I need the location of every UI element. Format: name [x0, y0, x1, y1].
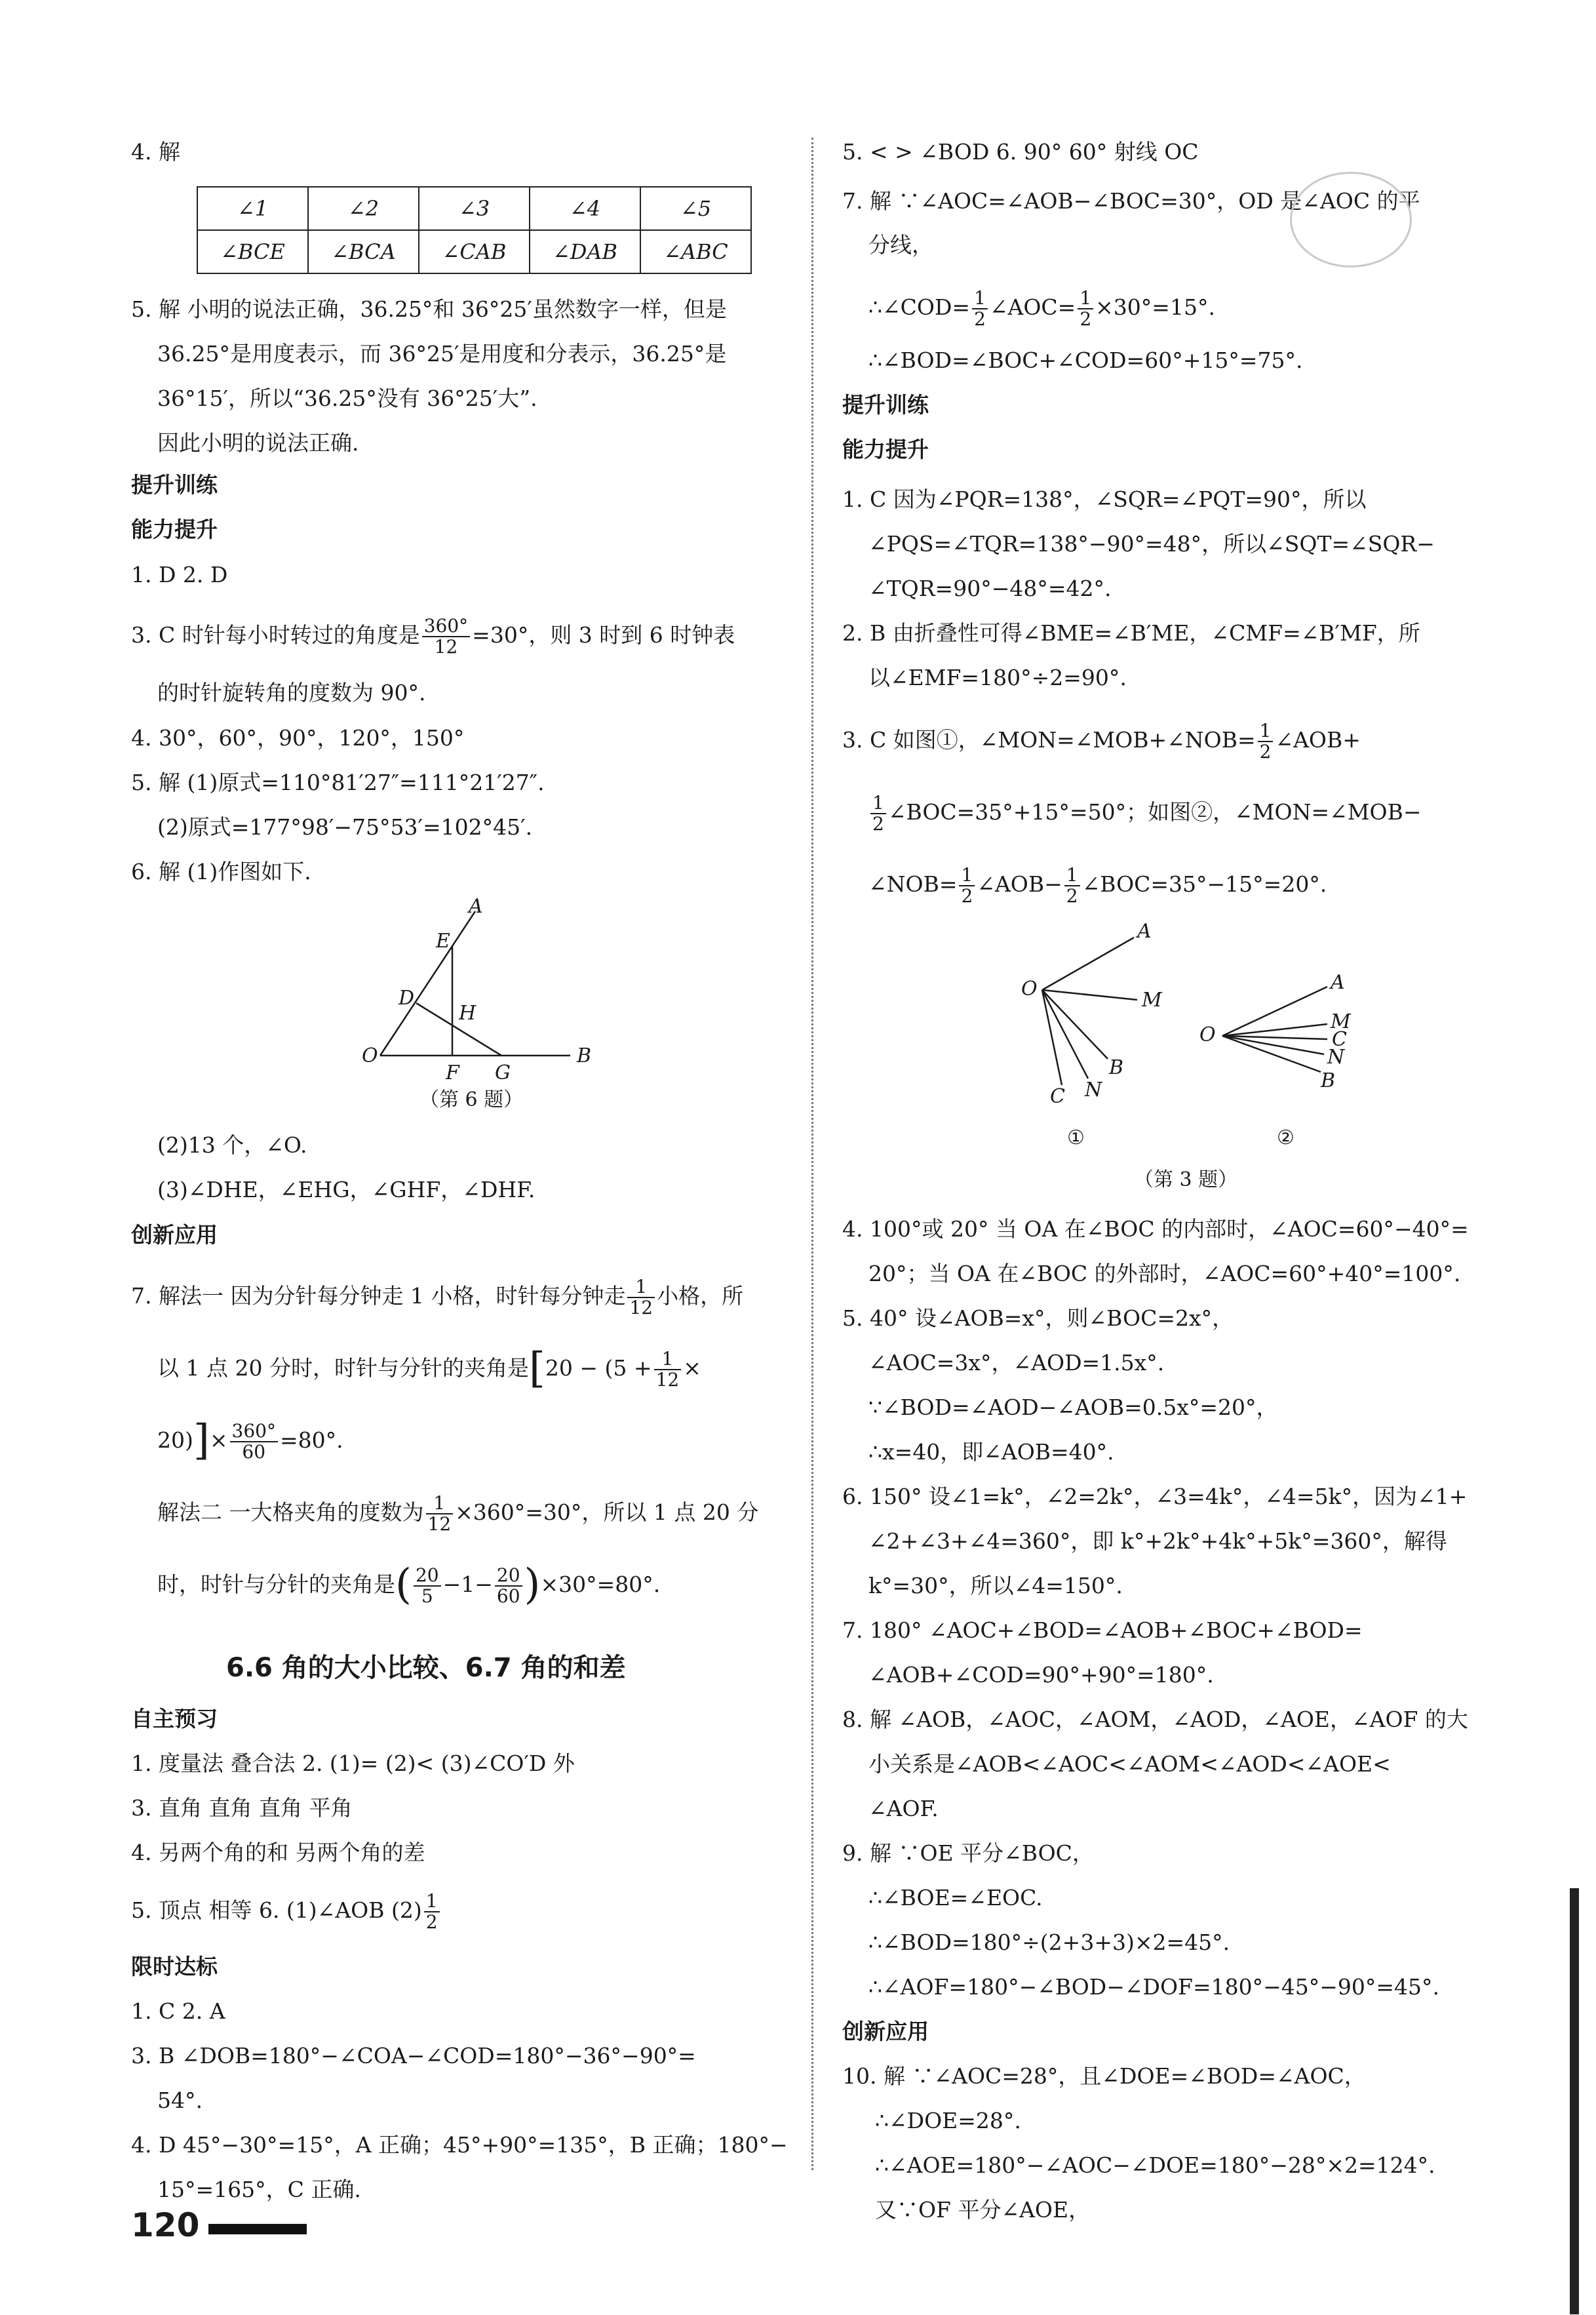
figure-q3-1 — [996, 918, 1193, 1115]
n7-line2: ∠AOB+∠COD=90°+90°=180°. — [868, 1662, 1214, 1688]
n10-line1: 10. 解 ∵∠AOC=28°，且∠DOE=∠BOD=∠AOC， — [842, 2063, 1366, 2089]
label-A: A — [469, 898, 483, 918]
n5-line3: ∵∠BOD=∠AOD−∠AOB=0.5x°=20°， — [868, 1395, 1278, 1420]
q5-line3: 36°15′，所以“36.25°没有 36°25′大”. — [157, 386, 537, 411]
table-row — [197, 230, 751, 273]
r5: 5. < > ∠BOD 6. 90° 60° 射线 OC — [842, 139, 1199, 165]
q7-line1: 7. 解法一 因为分针每分钟走 1 小格，时针每分钟走 $\frac{1}{12}$ 小格，所 — [131, 1276, 744, 1318]
limit-3-line2: 54°. — [157, 2087, 203, 2113]
n6-line2: ∠2+∠3+∠4=360°，即 k°+2k°+4k°+5k°=360°，解得 — [868, 1528, 1447, 1554]
q5-line2: 36.25°是用度表示，而 36°25′是用度和分表示，36.25°是 — [157, 341, 727, 366]
n2-line2: 以∠EMF=180°÷2=90°. — [868, 665, 1127, 690]
ray-OB — [1042, 990, 1108, 1059]
table-cell: ∠ABC — [640, 230, 751, 273]
n2-line1: 2. B 由折叠性可得∠BME=∠B′ME，∠CMF=∠B′MF，所 — [842, 620, 1420, 646]
label-O: O — [362, 1044, 378, 1067]
heading-xianshi: 限时达标 — [131, 1954, 218, 1979]
n8-line1: 8. 解 ∠AOB，∠AOC，∠AOM，∠AOD，∠AOE，∠AOF 的大 — [842, 1707, 1468, 1732]
n9-line3: ∴∠BOD=180°÷(2+3+3)×2=45°. — [868, 1929, 1230, 1955]
n5-line1: 5. 40° 设∠AOB=x°，则∠BOC=2x°， — [842, 1305, 1234, 1331]
watermark-stamp — [1290, 172, 1412, 267]
limit-3-line1: 3. B ∠DOB=180°−∠COA−∠COD=180°−36°−90°= — [131, 2043, 696, 2068]
table-cell: ∠2 — [308, 187, 419, 230]
limit-4-line2: 15°=165°，C 正确. — [157, 2177, 361, 2202]
n9-line2: ∴∠BOE=∠EOC. — [868, 1885, 1043, 1910]
right-column — [813, 0, 1596, 2315]
r7-line4: ∴∠BOD=∠BOC+∠COD=60°+15°=75°. — [868, 347, 1303, 373]
q4-head: 4. 解 — [131, 139, 180, 165]
label-D: D — [399, 987, 415, 1010]
q7-line2: 以 1 点 20 分时，时针与分针的夹角是[20 − (5 + $\frac{1}{12}$ × — [157, 1344, 701, 1393]
table-cell: ∠BCE — [197, 230, 308, 273]
figure-q3-num2: ② — [1277, 1126, 1294, 1149]
section-title: 6.6 角的大小比较、6.7 角的和差 — [226, 1653, 626, 1683]
label-C: C — [1332, 1028, 1347, 1051]
label-O: O — [1199, 1023, 1216, 1046]
label-B: B — [1109, 1056, 1124, 1079]
answers-1-2: 1. D 2. D — [131, 562, 228, 587]
n3-line2: $\frac{1}{2}$ ∠BOC=35°+15°=50°；如图②，∠MON=∠MOB− — [868, 793, 1421, 834]
heading-zizhu: 自主预习 — [131, 1706, 218, 1731]
ray-OC — [1042, 990, 1062, 1085]
n4-line2: 20°；当 OA 在∠BOC 的外部时，∠AOC=60°+40°=100°. — [868, 1261, 1461, 1286]
n1-line3: ∠TQR=90°−48°=42°. — [868, 576, 1112, 601]
q4b: 4. 30°，60°，90°，120°，150° — [131, 725, 465, 751]
n8-line3: ∠AOF. — [868, 1796, 939, 1821]
angle-table — [197, 186, 752, 274]
n10-line3: ∴∠AOE=180°−∠AOC−∠DOE=180°−28°×2=124°. — [875, 2152, 1435, 2178]
label-G: G — [495, 1061, 511, 1082]
pre-3: 3. 直角 直角 直角 平角 — [131, 1795, 353, 1821]
n9-line4: ∴∠AOF=180°−∠BOD−∠DOF=180°−45°−90°=45°. — [868, 1974, 1440, 2000]
pre-5-6: 5. 顶点 相等 6. (1)∠AOB (2) $\frac{1}{2}$ — [131, 1891, 442, 1932]
q3-line2: 的时针旋转角的度数为 90°. — [157, 680, 426, 705]
n5-line2: ∠AOC=3x°，∠AOD=1.5x°. — [868, 1350, 1165, 1375]
heading-nengli: 能力提升 — [131, 517, 218, 542]
n9-line1: 9. 解 ∵OE 平分∠BOC， — [842, 1840, 1094, 1866]
heading-chuangxin: 创新应用 — [131, 1222, 218, 1248]
label-A: A — [1137, 920, 1152, 943]
q5-line1: 5. 解 小明的说法正确，36.25°和 36°25′虽然数字一样，但是 — [131, 296, 727, 322]
table-cell: ∠DAB — [530, 230, 640, 273]
pre-1-2: 1. 度量法 叠合法 2. (1)= (2)< (3)∠CO′D 外 — [131, 1751, 575, 1776]
scan-edge-shadow — [1570, 1888, 1579, 2314]
pre-4: 4. 另两个角的和 另两个角的差 — [131, 1840, 425, 1865]
page-number-bar — [208, 2224, 307, 2234]
r7-line3: ∴∠COD= $\frac{1}{2}$ ∠AOC= $\frac{1}{2}$ ×30°=15°. — [868, 287, 1215, 330]
figure-q6-caption: （第 6 题） — [419, 1088, 524, 1111]
r7-line1: 7. 解 ∵∠AOC=∠AOB−∠BOC=30°，OD 是∠AOC 的平 — [842, 188, 1420, 214]
q6-line3: (3)∠DHE，∠EHG，∠GHF，∠DHF. — [157, 1177, 535, 1202]
limit-1-2: 1. C 2. A — [131, 1998, 225, 2024]
figure-q6 — [354, 898, 603, 1082]
n10-line4: 又∵OF 平分∠AOE， — [875, 2197, 1091, 2223]
ray-ON — [1042, 990, 1088, 1078]
label-O: O — [1021, 978, 1038, 1000]
n1-line1: 1. C 因为∠PQR=138°，∠SQR=∠PQT=90°，所以 — [842, 486, 1367, 512]
figure-q3-caption: （第 3 题） — [1134, 1168, 1238, 1191]
label-B: B — [577, 1044, 592, 1067]
label-E: E — [436, 930, 450, 953]
label-H: H — [459, 1002, 477, 1025]
table-cell: ∠3 — [419, 187, 530, 230]
figure-q3-num1: ① — [1067, 1126, 1085, 1149]
n4-line1: 4. 100°或 20° 当 OA 在∠BOC 的内部时，∠AOC=60°−40°= — [842, 1216, 1469, 1242]
n6-line3: k°=30°，所以∠4=150°. — [868, 1573, 1123, 1598]
label-A: A — [1331, 971, 1345, 994]
page-number: 120 — [131, 2206, 200, 2244]
q6-line1: 6. 解 (1)作图如下. — [131, 859, 311, 884]
table-row — [197, 187, 751, 230]
limit-4-line1: 4. D 45°−30°=15°，A 正确；45°+90°=135°，B 正确；180°− — [131, 2132, 788, 2158]
q6-line2: (2)13 个，∠O. — [157, 1132, 307, 1158]
heading-nengli-right: 能力提升 — [842, 437, 929, 462]
ray-OA — [380, 911, 475, 1056]
q5-line4: 因此小明的说法正确. — [157, 430, 359, 456]
q5b-line2: (2)原式=177°98′−75°53′=102°45′. — [157, 814, 533, 840]
label-B: B — [1321, 1069, 1336, 1092]
q7-method2-line1: 解法二 一大格夹角的度数为 $\frac{1}{12}$ ×360°=30°，所以 1 点 20 分 — [157, 1492, 759, 1535]
r7-line2: 分线， — [868, 232, 933, 258]
q7-method2-line2: 时，时针与分针的夹角是( $\frac{20}{5}$ −1− $\frac{20}{60}$ )×30°=80°. — [157, 1560, 661, 1609]
ray-OM — [1042, 990, 1137, 1000]
q3-line1: 3. C 时针每小时转过的角度是 $\frac{360^\circ}{12}$ =30°，则 3 时到 6 时钟表 — [131, 615, 735, 658]
n1-line2: ∠PQS=∠TQR=138°−90°=48°，所以∠SQT=∠SQR− — [868, 531, 1435, 557]
ray-OA — [1222, 987, 1327, 1036]
label-C: C — [1050, 1085, 1065, 1108]
label-M: M — [1142, 989, 1162, 1012]
n3-line1: 3. C 如图①，∠MON=∠MOB+∠NOB= $\frac{1}{2}$ ∠AOB+ — [842, 720, 1361, 762]
heading-tisheng-right: 提升训练 — [842, 392, 929, 418]
n6-line1: 6. 150° 设∠1=k°，∠2=2k°，∠3=4k°，∠4=5k°，因为∠1+ — [842, 1484, 1468, 1509]
figure-q3-2 — [1193, 964, 1390, 1115]
label-F: F — [446, 1061, 459, 1082]
table-cell: ∠4 — [530, 187, 640, 230]
table-cell: ∠5 — [640, 187, 751, 230]
n8-line2: 小关系是∠AOB<∠AOC<∠AOM<∠AOD<∠AOE< — [868, 1751, 1391, 1777]
heading-chuangxin-right: 创新应用 — [842, 2019, 929, 2044]
ray-OM — [1222, 1024, 1327, 1036]
heading-tisheng: 提升训练 — [131, 472, 218, 498]
n5-line4: ∴x=40，即∠AOB=40°. — [868, 1439, 1114, 1465]
ray-OB — [1222, 1036, 1321, 1072]
table-cell: ∠1 — [197, 187, 308, 230]
n7-line1: 7. 180° ∠AOC+∠BOD=∠AOB+∠BOC+∠BOD= — [842, 1617, 1363, 1643]
table-cell: ∠BCA — [308, 230, 419, 273]
n3-line3: ∠NOB= $\frac{1}{2}$ ∠AOB− $\frac{1}{2}$ ∠BOC=35°−15°=20°. — [868, 864, 1327, 907]
ray-OA — [1042, 938, 1134, 990]
table-cell: ∠CAB — [419, 230, 530, 273]
q5b-line1: 5. 解 (1)原式=110°81′27″=111°21′27″. — [131, 770, 545, 795]
label-M: M — [1331, 1010, 1351, 1033]
q7-line3: 20)]× $\frac{360^\circ}{60}$ =80°. — [157, 1416, 343, 1465]
label-N: N — [1327, 1046, 1345, 1069]
label-N: N — [1085, 1078, 1102, 1101]
n10-line2: ∴∠DOE=28°. — [875, 2108, 1021, 2133]
